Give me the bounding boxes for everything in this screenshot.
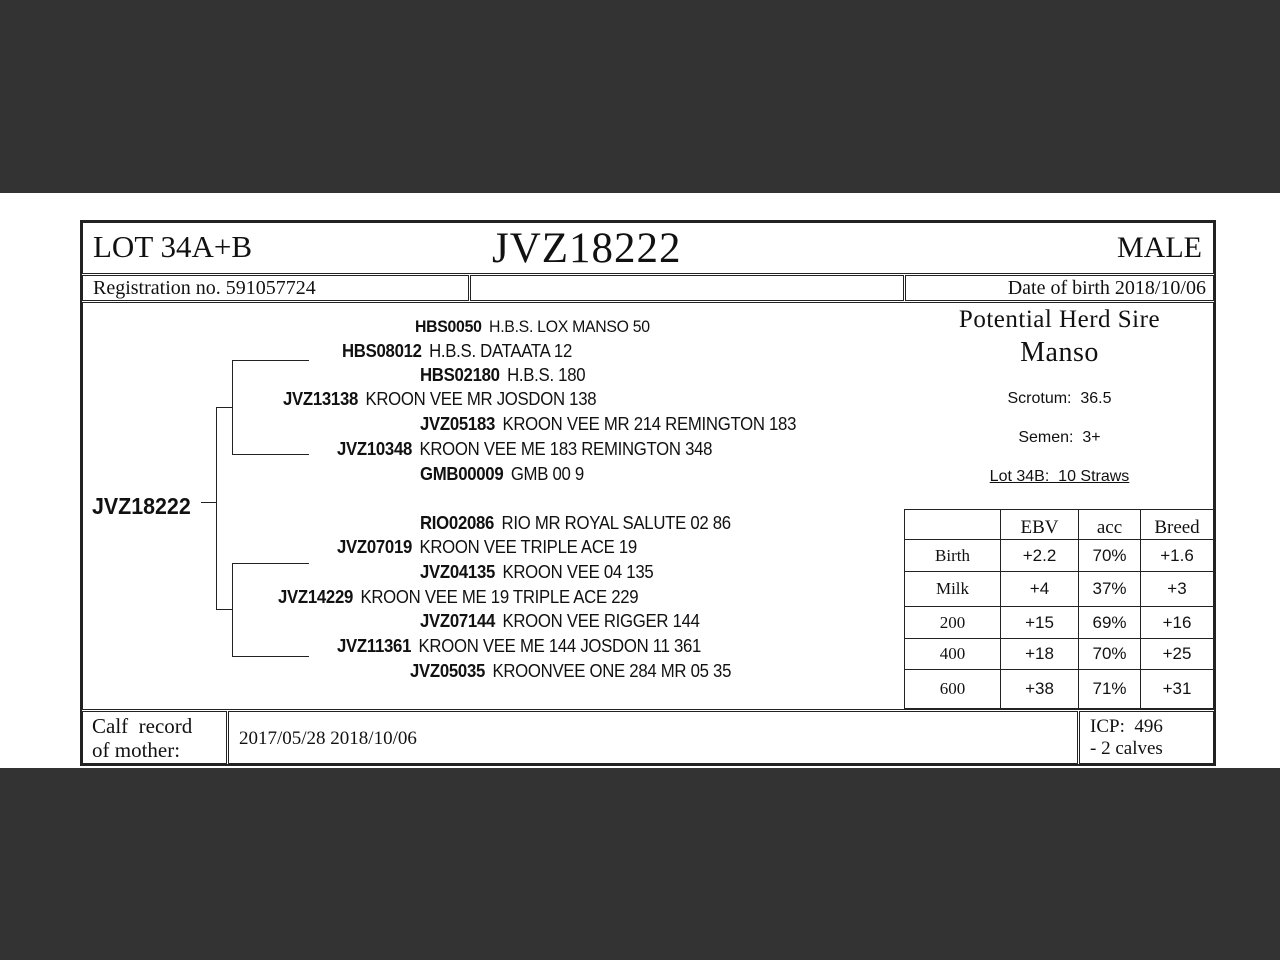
pedigree-row: JVZ05035 KROONVEE ONE 284 MR 05 35 bbox=[410, 661, 732, 681]
ebv-value: +4 bbox=[1001, 572, 1079, 607]
pedigree-row: GMB00009 GMB 00 9 bbox=[420, 464, 584, 484]
ebv-row-label: Milk bbox=[905, 572, 1001, 607]
date-of-birth bbox=[1008, 277, 1206, 300]
bracket-dam-vertical bbox=[232, 563, 233, 656]
document-sheet bbox=[0, 193, 1280, 768]
ebv-row-label: Birth bbox=[905, 540, 1001, 572]
calf-record-label: Calf record bbox=[92, 714, 193, 738]
breed-header: Breed bbox=[1141, 510, 1214, 540]
bracket-subject bbox=[201, 502, 216, 503]
bracket-sire-vertical bbox=[232, 360, 233, 454]
registration-blank-cell bbox=[470, 275, 904, 301]
ebv-row-label: 400 bbox=[905, 639, 1001, 670]
ebv-table bbox=[904, 509, 1214, 709]
sex: MALE bbox=[1117, 231, 1202, 264]
pedigree-row: HBS02180 H.B.S. 180 bbox=[420, 365, 586, 385]
ebv-header: EBV bbox=[1001, 510, 1079, 540]
bracket-main-vertical bbox=[216, 407, 217, 609]
ebv-value: +2.2 bbox=[1001, 540, 1079, 572]
registration-value: 591057724 bbox=[225, 277, 316, 299]
info-subtitle: Manso bbox=[1020, 337, 1099, 368]
ebv-row-label: 200 bbox=[905, 607, 1001, 639]
dob-label: Date of birth bbox=[1007, 277, 1110, 299]
icp-calves: - 2 calves bbox=[1090, 738, 1163, 759]
ebv-row bbox=[905, 670, 1214, 709]
pedigree-row: JVZ13138 KROON VEE MR JOSDON 138 bbox=[283, 389, 597, 409]
bracket-dam-tick bbox=[216, 609, 232, 610]
pedigree-row: JVZ07019 KROON VEE TRIPLE ACE 19 bbox=[337, 537, 637, 557]
bracket-sire-bottom bbox=[232, 454, 309, 455]
animal-id-title: JVZ18222 bbox=[492, 225, 682, 272]
pedigree-row: RIO02086 RIO MR ROYAL SALUTE 02 86 bbox=[420, 513, 731, 533]
bracket-sire-top bbox=[232, 360, 309, 361]
acc-value: 71% bbox=[1079, 670, 1141, 709]
pedigree-subject: JVZ18222 bbox=[92, 493, 191, 519]
bracket-dam-bottom bbox=[232, 656, 309, 657]
acc-value: 70% bbox=[1079, 540, 1141, 572]
ebv-row bbox=[905, 639, 1214, 670]
info-title: Potential Herd Sire bbox=[958, 306, 1161, 333]
calf-record-label-2: of mother: bbox=[92, 738, 181, 762]
lot-note: Lot 34B: 10 Straws bbox=[989, 468, 1130, 485]
pedigree-row: HBS0050 H.B.S. LOX MANSO 50 bbox=[415, 317, 650, 336]
acc-value: 70% bbox=[1079, 639, 1141, 670]
scrotum: Scrotum: 36.5 bbox=[1007, 390, 1112, 407]
ebv-row bbox=[905, 572, 1214, 607]
pedigree-row: JVZ05183 KROON VEE MR 214 REMINGTON 183 bbox=[420, 414, 797, 434]
acc-value: 69% bbox=[1079, 607, 1141, 639]
registration-number bbox=[93, 277, 316, 300]
ebv-row bbox=[905, 607, 1214, 639]
pedigree-row: HBS08012 H.B.S. DATAATA 12 bbox=[342, 341, 572, 361]
breed-value: +16 bbox=[1141, 607, 1214, 639]
breed-value: +25 bbox=[1141, 639, 1214, 670]
ebv-row bbox=[905, 540, 1214, 572]
calf-record-dates: 2017/05/28 2018/10/06 bbox=[239, 728, 417, 749]
icp-value: ICP: 496 bbox=[1090, 716, 1163, 737]
semen: Semen: 3+ bbox=[1018, 429, 1101, 446]
lot-number: LOT 34A+B bbox=[93, 229, 252, 264]
pedigree-row: JVZ14229 KROON VEE ME 19 TRIPLE ACE 229 bbox=[278, 587, 639, 607]
ebv-header-blank bbox=[905, 510, 1001, 540]
pedigree-row: JVZ11361 KROON VEE ME 144 JOSDON 11 361 bbox=[337, 636, 702, 656]
ebv-row-label: 600 bbox=[905, 670, 1001, 709]
dob-value: 2018/10/06 bbox=[1114, 277, 1206, 299]
breed-value: +31 bbox=[1141, 670, 1214, 709]
ebv-value: +18 bbox=[1001, 639, 1079, 670]
acc-value: 37% bbox=[1079, 572, 1141, 607]
ebv-value: +38 bbox=[1001, 670, 1079, 709]
breed-value: +3 bbox=[1141, 572, 1214, 607]
acc-header: acc bbox=[1079, 510, 1141, 540]
bracket-dam-top bbox=[232, 563, 309, 564]
ebv-value: +15 bbox=[1001, 607, 1079, 639]
bracket-sire-tick bbox=[216, 407, 232, 408]
pedigree-row: JVZ10348 KROON VEE ME 183 REMINGTON 348 bbox=[337, 439, 713, 459]
pedigree-row: JVZ04135 KROON VEE 04 135 bbox=[420, 562, 654, 582]
registration-label: Registration no. bbox=[93, 277, 221, 299]
pedigree-row: JVZ07144 KROON VEE RIGGER 144 bbox=[420, 611, 700, 631]
ebv-header-row bbox=[905, 510, 1214, 540]
breed-value: +1.6 bbox=[1141, 540, 1214, 572]
